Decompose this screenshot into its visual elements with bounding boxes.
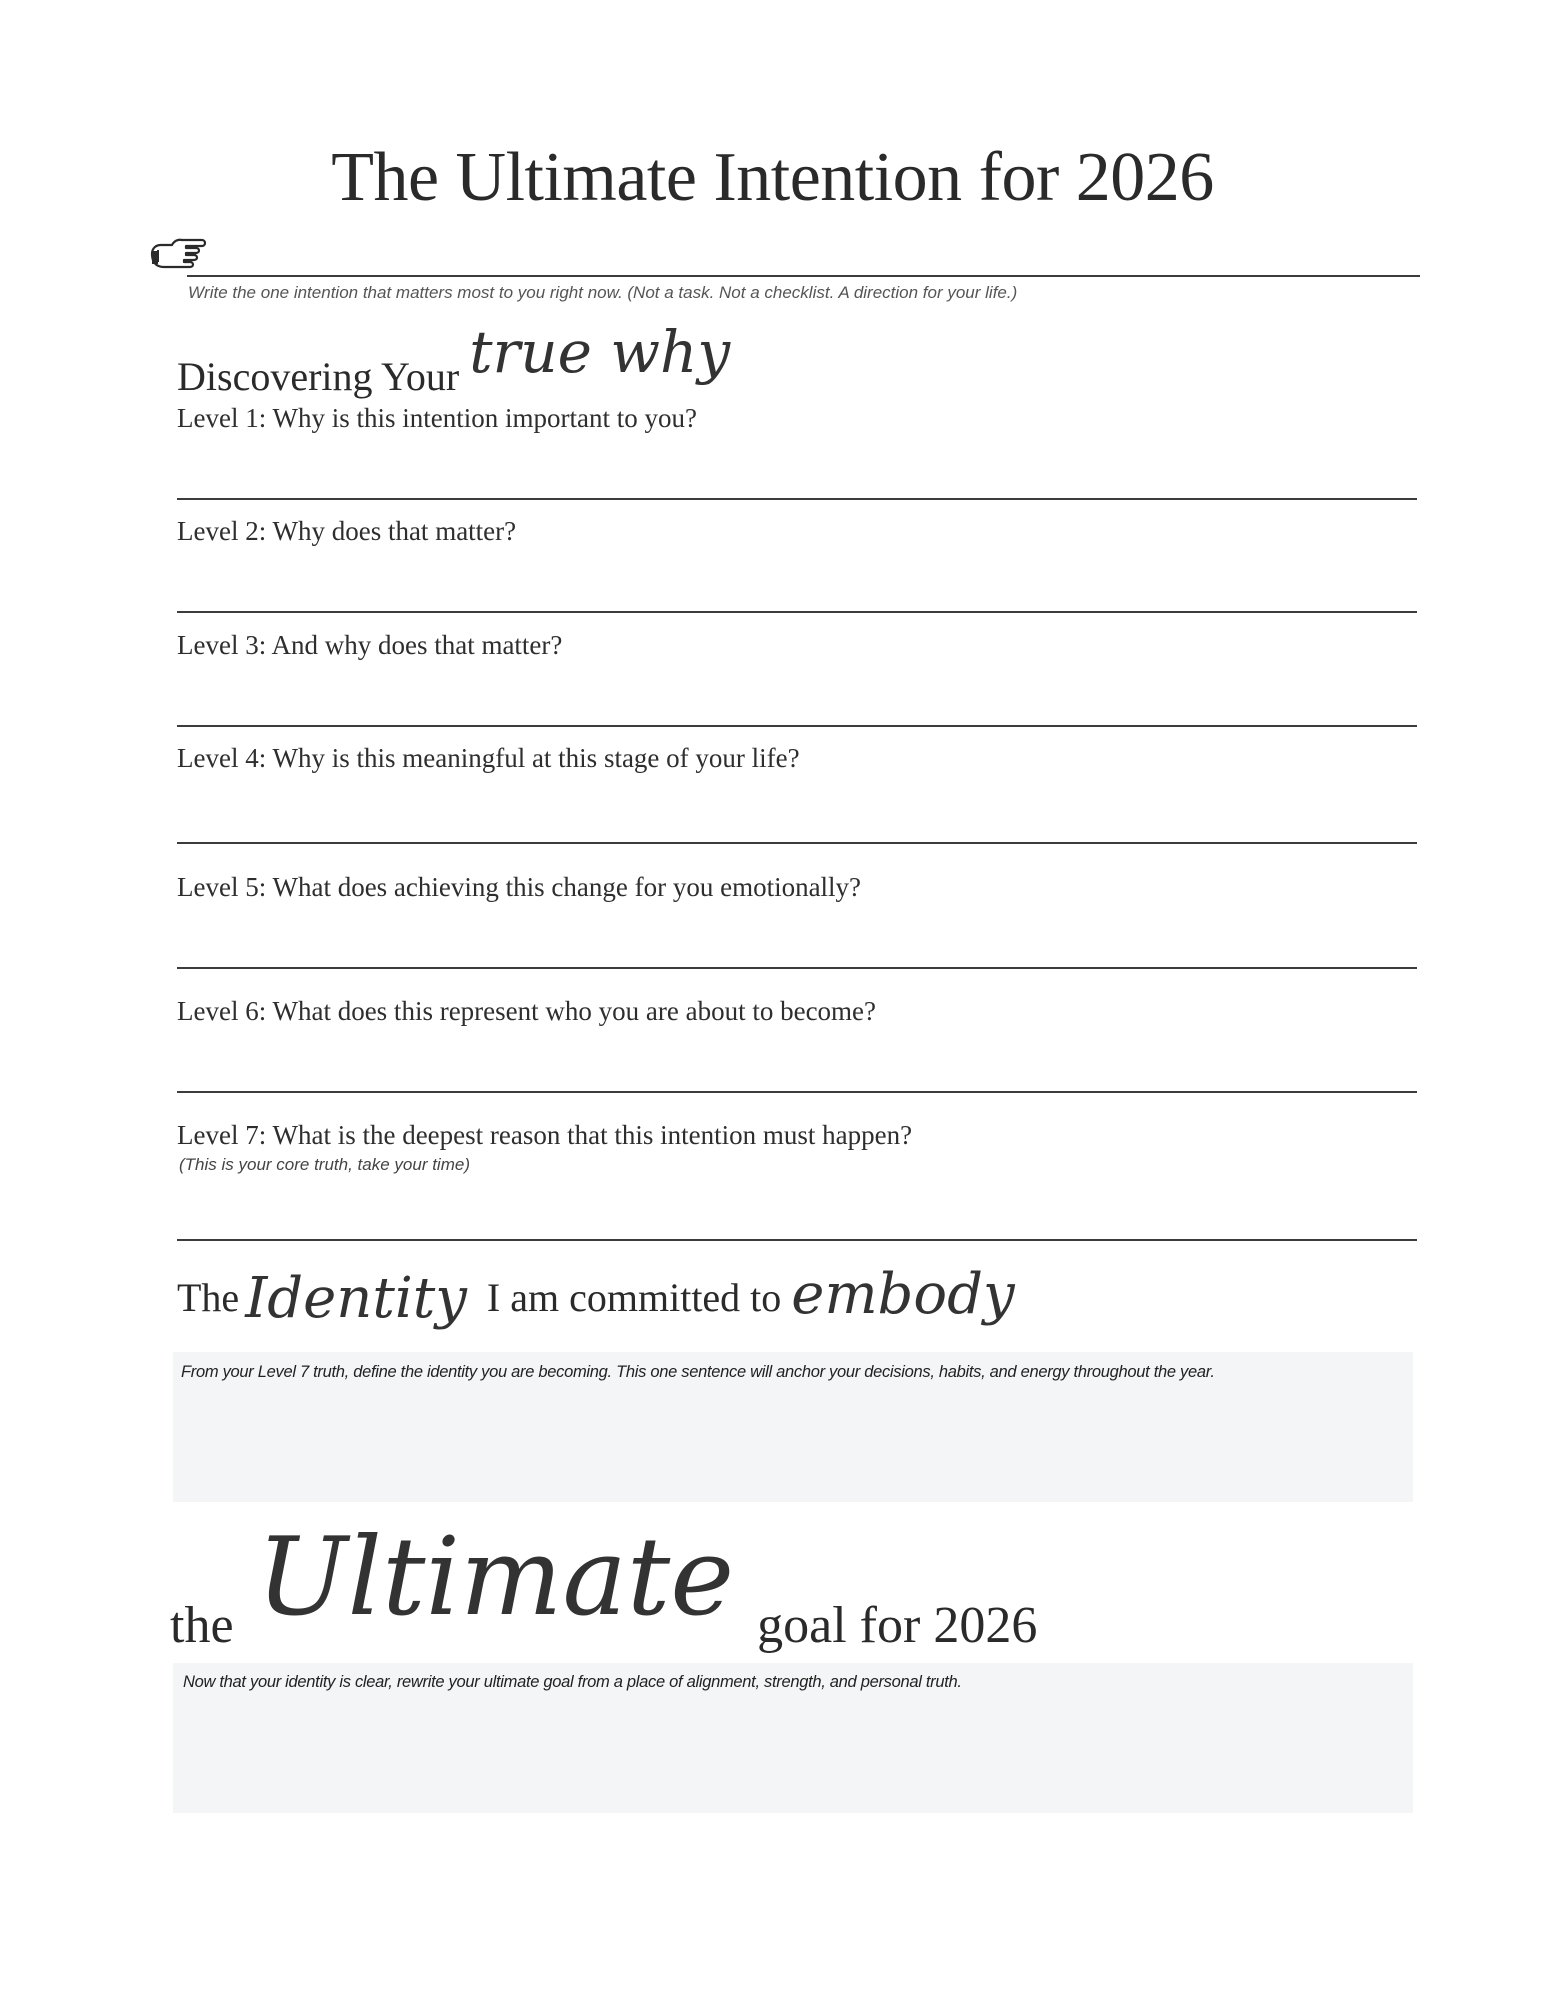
level-7-note: (This is your core truth, take your time) xyxy=(179,1155,470,1174)
why-heading-plain: Discovering Your xyxy=(177,354,460,399)
page-title: The Ultimate Intention for 2026 xyxy=(331,139,1214,216)
level-1-question: Level 1: Why is this intention important to you? xyxy=(177,403,697,433)
pointing-hand-icon xyxy=(150,236,208,270)
identity-writing-box[interactable] xyxy=(173,1352,1413,1502)
intention-line[interactable] xyxy=(187,275,1420,277)
level-4-answer-line[interactable] xyxy=(177,842,1417,844)
goal-section-heading xyxy=(170,1515,1038,1654)
goal-heading-rest: goal for 2026 xyxy=(757,1597,1038,1654)
identity-heading-script-1: Identity xyxy=(245,1266,467,1331)
identity-heading-middle: I am committed to xyxy=(486,1275,782,1320)
level-3-answer-line[interactable] xyxy=(177,725,1417,727)
identity-prompt: From your Level 7 truth, define the identity you are becoming. This one sentence will anchor your decisions, habits, and energy throughout the year. xyxy=(181,1363,1215,1381)
goal-heading-script: Ultimate xyxy=(256,1515,735,1640)
level-7-answer-line[interactable] xyxy=(177,1239,1417,1241)
level-7-question: Level 7: What is the deepest reason that this intention must happen? xyxy=(177,1120,913,1150)
goal-heading-the: the xyxy=(170,1597,234,1654)
level-2-answer-line[interactable] xyxy=(177,611,1417,613)
level-6-question: Level 6: What does this represent who you are about to become? xyxy=(177,996,877,1026)
identity-section-heading xyxy=(177,1260,1015,1331)
intention-instruction: Write the one intention that matters most to you right now. (Not a task. Not a checklist. A direction for your life.) xyxy=(188,283,1018,302)
level-3-question: Level 3: And why does that matter? xyxy=(177,630,563,660)
why-section-heading xyxy=(177,318,731,404)
goal-writing-box[interactable] xyxy=(173,1663,1413,1813)
identity-heading-the: The xyxy=(177,1275,240,1320)
level-2-question: Level 2: Why does that matter? xyxy=(177,516,517,546)
level-5-question: Level 5: What does achieving this change for you emotionally? xyxy=(177,872,862,902)
level-4-question: Level 4: Why is this meaningful at this stage of your life? xyxy=(177,743,800,773)
level-6-answer-line[interactable] xyxy=(177,1091,1417,1093)
level-5-answer-line[interactable] xyxy=(177,967,1417,969)
goal-prompt: Now that your identity is clear, rewrite your ultimate goal from a place of alignment, strength, and personal truth. xyxy=(183,1673,962,1691)
identity-heading-script-2: embody xyxy=(791,1262,1015,1327)
why-heading-script: true why xyxy=(469,318,731,386)
level-1-answer-line[interactable] xyxy=(177,498,1417,500)
